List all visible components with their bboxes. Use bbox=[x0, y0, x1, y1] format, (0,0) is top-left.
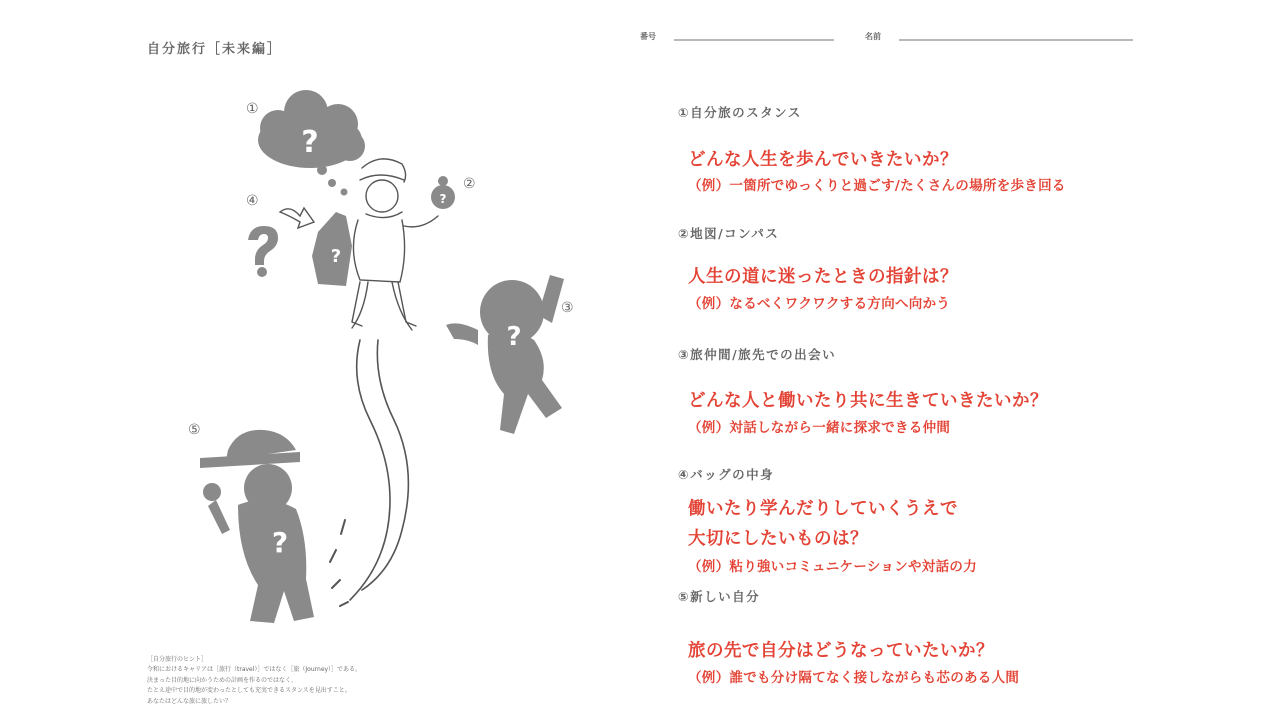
section-label-compass: ②地図/コンパス bbox=[678, 226, 780, 241]
name-field[interactable] bbox=[899, 39, 1133, 41]
hint-box bbox=[147, 655, 437, 707]
section-label-bag: ④バッグの中身 bbox=[678, 467, 775, 482]
hint-title: ［自分旅行のヒント］ bbox=[147, 656, 208, 663]
example-new-self: （例）誰でも分け隔てなく接しながらも芯のある人間 bbox=[688, 670, 1020, 686]
figure-label-3: ③ bbox=[561, 300, 574, 316]
question-mark-1: ? bbox=[301, 125, 319, 160]
hint-line: 令和におけるキャリアは［旅行（travel）］ではなく［旅（Journey）］である。 bbox=[147, 666, 362, 674]
section-label-companions: ③旅仲間/旅先での出会い bbox=[678, 347, 837, 362]
new-self-figure bbox=[200, 430, 314, 623]
question-mark-4: ? bbox=[330, 246, 342, 267]
question-mark-small bbox=[248, 226, 278, 265]
question-mark-5: ? bbox=[271, 526, 289, 559]
hint-line: 決まった目的地に向かうための計画を作るのではなく、 bbox=[147, 676, 297, 684]
question-mark-3: ? bbox=[506, 322, 522, 352]
journey-illustration bbox=[175, 90, 595, 650]
number-label: 番号 bbox=[640, 32, 656, 41]
figure-label-2: ② bbox=[463, 176, 476, 192]
figure-label-1: ① bbox=[246, 101, 259, 117]
question-companions: どんな人と働いたり共に生きていきたいか？ bbox=[688, 391, 1048, 411]
number-field[interactable] bbox=[674, 39, 834, 41]
section-label-new-self: ⑤新しい自分 bbox=[678, 589, 761, 604]
example-compass: （例）なるべくワクワクする方向へ向かう bbox=[688, 296, 951, 312]
question-bag-line2: 大切にしたいものは？ bbox=[688, 529, 868, 549]
companion-figure bbox=[446, 275, 564, 434]
name-label: 名前 bbox=[865, 32, 881, 41]
question-stance: どんな人生を歩んでいきたいか？ bbox=[688, 150, 958, 170]
page-title: 自分旅行［未来編］ bbox=[147, 42, 283, 57]
example-stance: （例）一箇所でゆっくりと過ごす/たくさんの場所を歩き回る bbox=[688, 178, 1066, 194]
hint-line: あなたはどんな旅に旅したい？ bbox=[147, 697, 232, 705]
section-label-stance: ①自分旅のスタンス bbox=[678, 105, 802, 120]
question-bag-line1: 働いたり学んだりしていくうえで bbox=[688, 499, 958, 519]
figure-label-5: ⑤ bbox=[188, 422, 201, 438]
example-bag: （例）粘り強いコミュニケーションや対話の力 bbox=[688, 559, 977, 575]
question-new-self: 旅の先で自分はどうなっていたいか？ bbox=[688, 641, 994, 661]
figure-label-4: ④ bbox=[246, 193, 259, 209]
example-companions: （例）対話しながら一緒に探求できる仲間 bbox=[688, 420, 951, 436]
question-compass: 人生の道に迷ったときの指針は？ bbox=[688, 267, 958, 287]
question-mark-2: ? bbox=[439, 192, 447, 206]
hint-line: たとえ途中で目的地が変わったとしても充実できるスタンスを見出すこと。 bbox=[147, 687, 351, 695]
